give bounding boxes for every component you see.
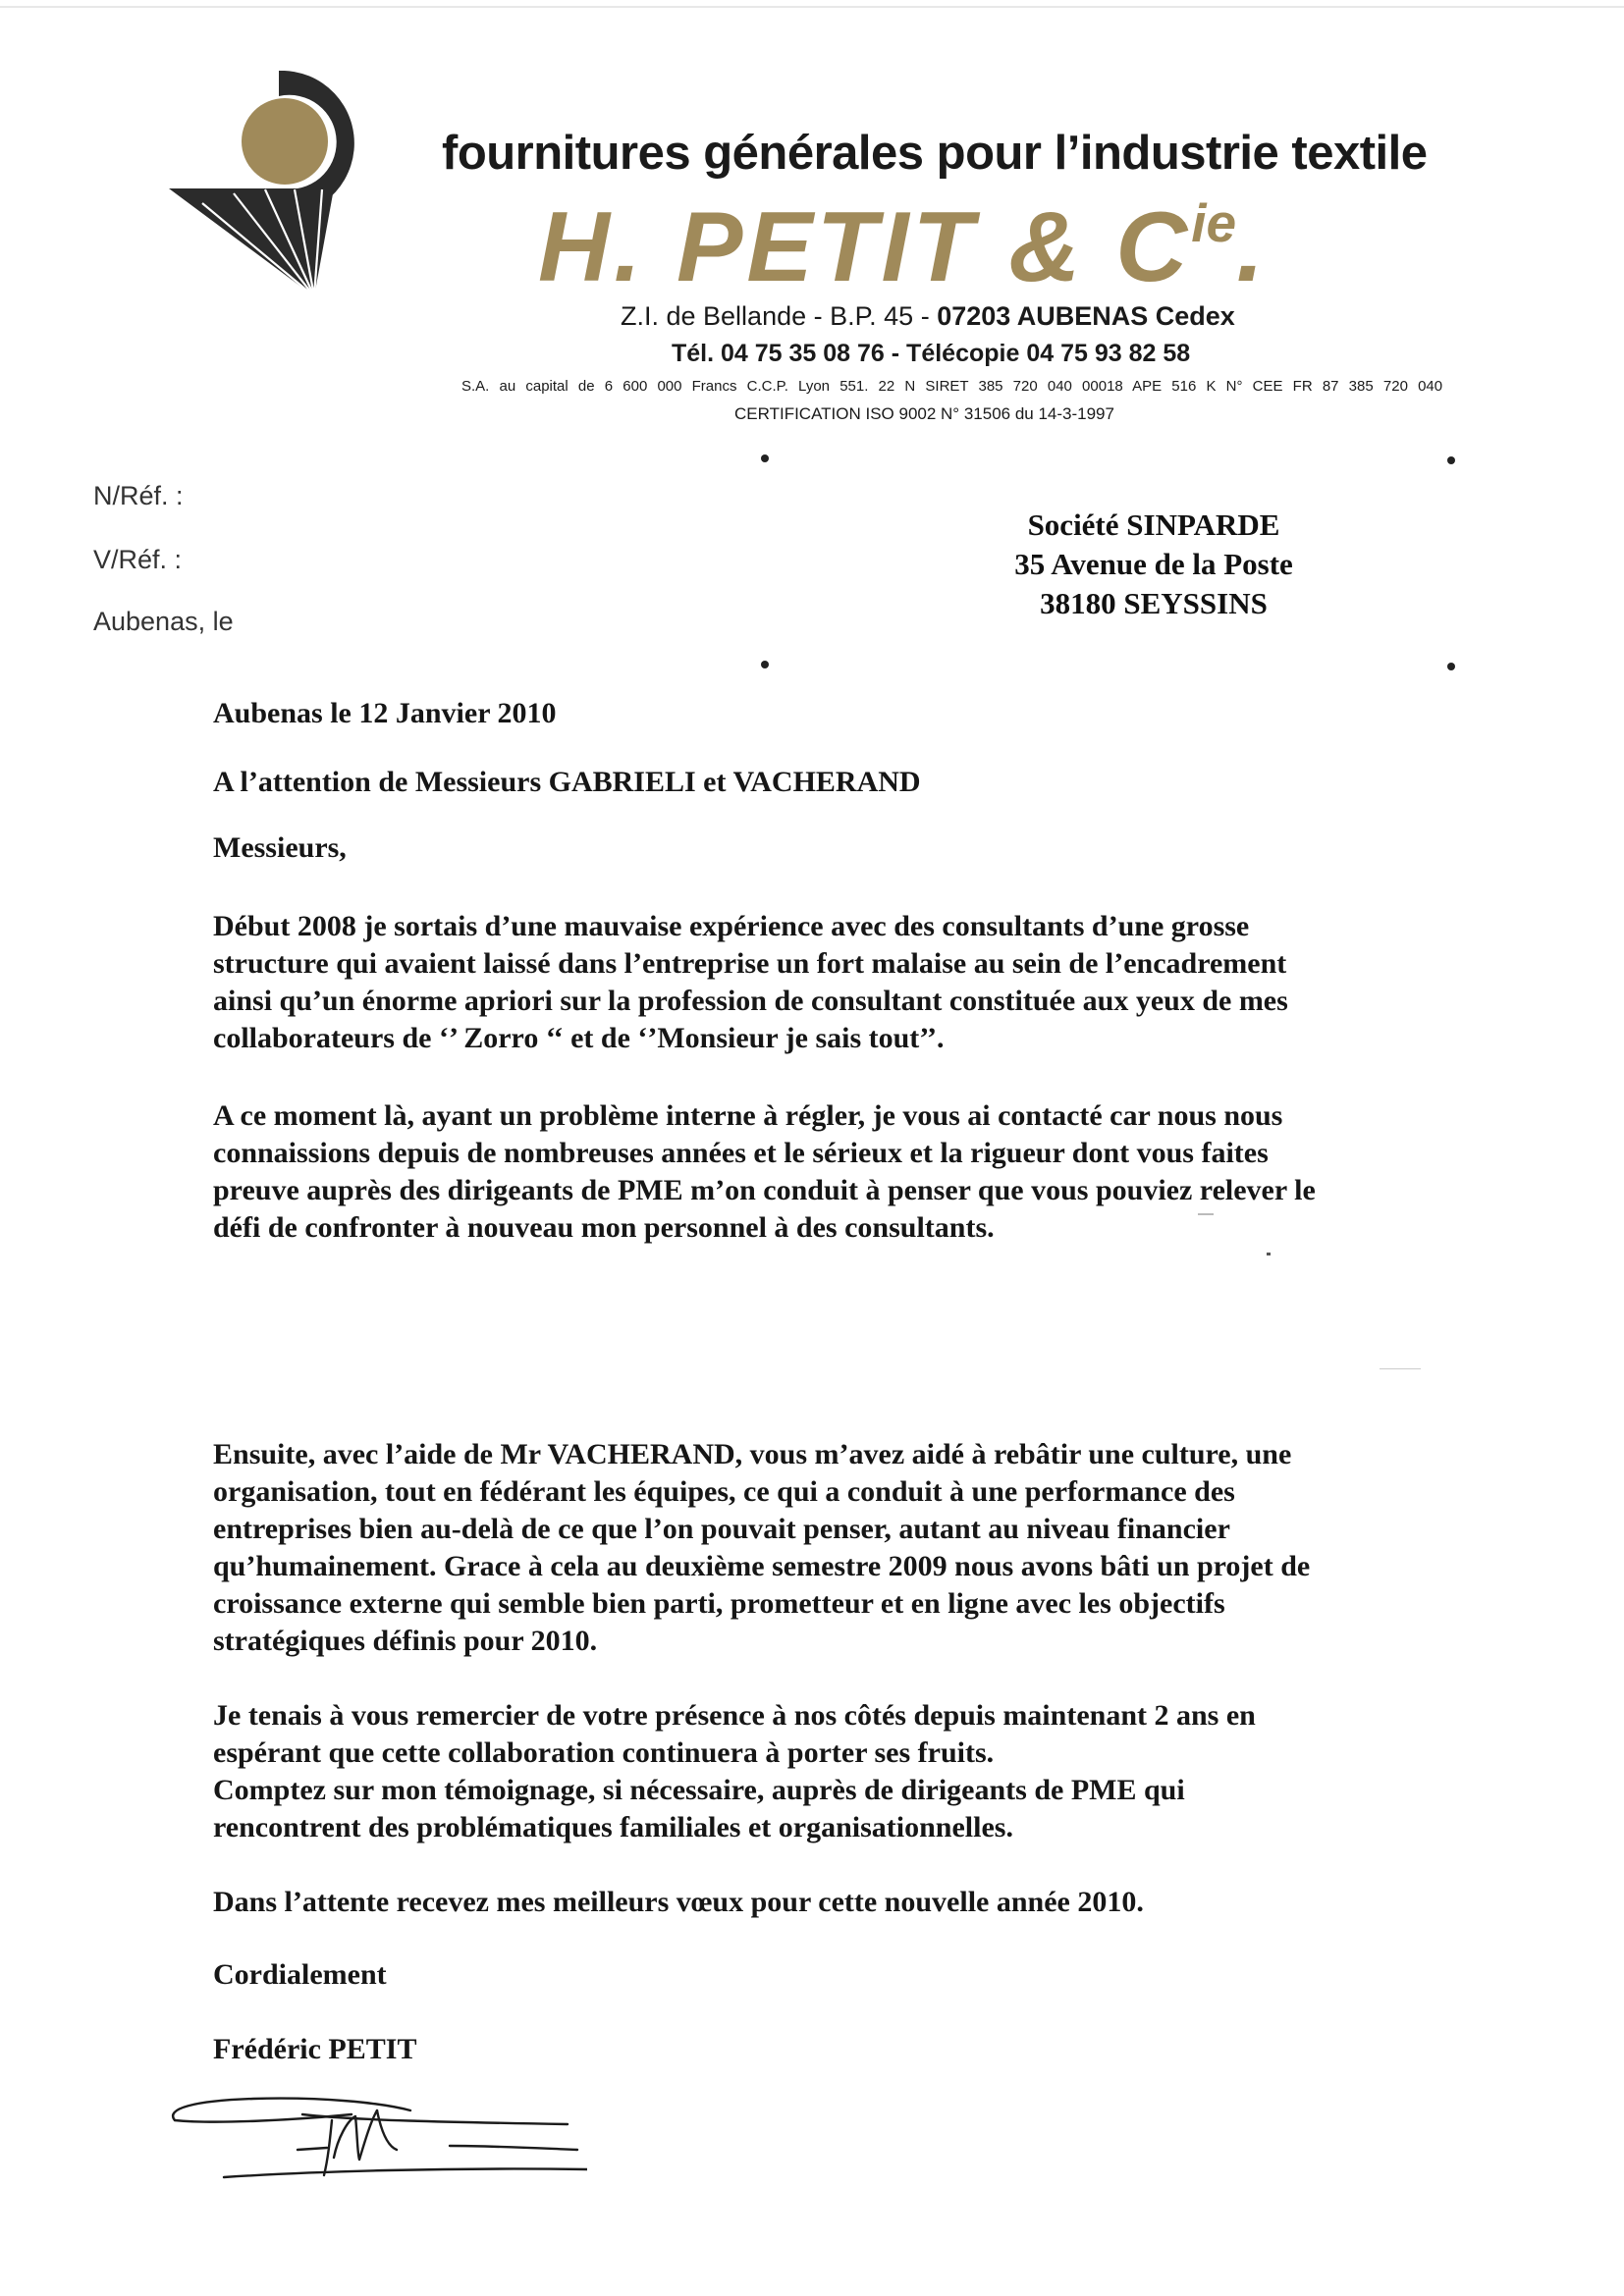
company-legal-info: S.A. au capital de 6 600 000 Francs C.C.P. Lyon 551. 22 N SIRET 385 720 040 00018 APE 516 K N° CEE FR 87 385 720 040: [461, 378, 1443, 395]
your-reference-label: V/Réf. :: [93, 545, 183, 574]
paragraph-line: organisation, tout en fédérant les équipes, ce qui a conduit à une performance des: [213, 1475, 1235, 1508]
recipient-company: Société SINPARDE: [1027, 507, 1280, 542]
place-date-label: Aubenas, le: [93, 607, 234, 636]
letter-attention: A l’attention de Messieurs GABRIELI et VACHERAND: [213, 766, 921, 798]
window-mark-bottom-right: [1447, 663, 1455, 670]
window-mark-top-left: [761, 454, 769, 462]
handwritten-signature: [155, 2081, 587, 2189]
recipient-street: 35 Avenue de la Poste: [1014, 547, 1293, 581]
paragraph-line: espérant que cette collaboration continuera à porter ses fruits.: [213, 1736, 995, 1769]
address-city: 07203 AUBENAS Cedex: [937, 301, 1235, 331]
paragraph-line: défi de confronter à nouveau mon personnel à des consultants.: [213, 1211, 995, 1244]
letter-salutation: Messieurs,: [213, 831, 347, 864]
company-name-main: H. PETIT & C: [538, 192, 1192, 302]
address-plain: Z.I. de Bellande - B.P. 45 -: [621, 301, 938, 331]
window-mark-top-right: [1447, 456, 1455, 464]
letter-paragraph-4: [213, 1697, 1256, 1846]
paragraph-line: Ensuite, avec l’aide de Mr VACHERAND, vous m’avez aidé à rebâtir une culture, une: [213, 1438, 1292, 1470]
letter-paragraph-1: [213, 908, 1288, 1057]
paragraph-line: Je tenais à vous remercier de votre présence à nos côtés depuis maintenant 2 ans en: [213, 1699, 1256, 1732]
letter-closing: Cordialement: [213, 1958, 387, 1991]
letter-paragraph-5: Dans l’attente recevez mes meilleurs vœux pour cette nouvelle année 2010.: [213, 1886, 1144, 1918]
recipient-city: 38180 SEYSSINS: [1040, 586, 1268, 620]
company-telephone: Tél. 04 75 35 08 76 - Télécopie 04 75 93 82 58: [672, 340, 1191, 367]
company-address: [621, 301, 1235, 332]
company-logo: [169, 71, 405, 296]
company-name: [538, 192, 1269, 302]
company-name-dot: .: [1236, 192, 1269, 302]
letter-paragraph-2: [213, 1097, 1316, 1247]
scan-speck: [1267, 1253, 1271, 1255]
paragraph-line: entreprises bien au-delà de ce que l’on pouvait penser, autant au niveau financier: [213, 1513, 1230, 1545]
letter-date: Aubenas le 12 Janvier 2010: [213, 697, 557, 729]
paragraph-line: qu’humainement. Grace à cela au deuxième semestre 2009 nous avons bâti un projet de: [213, 1550, 1311, 1582]
company-certification: CERTIFICATION ISO 9002 N° 31506 du 14-3-1997: [734, 404, 1114, 423]
paragraph-line: croissance externe qui semble bien parti, prometteur et en ligne avec les objectifs: [213, 1587, 1225, 1620]
signatory-name: Frédéric PETIT: [213, 2033, 417, 2065]
paragraph-line: Comptez sur mon témoignage, si nécessaire, auprès de dirigeants de PME qui: [213, 1774, 1185, 1806]
paragraph-line: collaborateurs de ‘’ Zorro ‘‘ et de ‘’Monsieur je sais tout’’.: [213, 1022, 945, 1054]
letter-paragraph-3: [213, 1436, 1310, 1660]
scan-edge-line: [0, 6, 1624, 8]
paragraph-line: structure qui avaient laissé dans l’entreprise un fort malaise au sein de l’encadrement: [213, 947, 1287, 980]
paragraph-line: A ce moment là, ayant un problème interne à régler, je vous ai contacté car nous nous: [213, 1099, 1283, 1132]
paragraph-line: stratégiques définis pour 2010.: [213, 1625, 598, 1657]
company-tagline: fournitures générales pour l’industrie textile: [442, 127, 1428, 180]
scan-speck: [1380, 1368, 1421, 1369]
paragraph-line: connaissions depuis de nombreuses années et le sérieux et la rigueur dont vous faites: [213, 1137, 1269, 1169]
company-name-superscript: ie: [1191, 192, 1237, 253]
paragraph-line: preuve auprès des dirigeants de PME m’on conduit à penser que vous pouviez relever le: [213, 1174, 1316, 1206]
paragraph-line: rencontrent des problématiques familiales et organisationnelles.: [213, 1811, 1013, 1843]
window-mark-bottom-left: [761, 661, 769, 668]
paragraph-line: Début 2008 je sortais d’une mauvaise expérience avec des consultants d’une grosse: [213, 910, 1250, 942]
our-reference-label: N/Réf. :: [93, 481, 184, 510]
scan-speck: [1198, 1213, 1214, 1215]
paragraph-line: ainsi qu’un énorme apriori sur la profession de consultant constituée aux yeux de mes: [213, 985, 1288, 1017]
